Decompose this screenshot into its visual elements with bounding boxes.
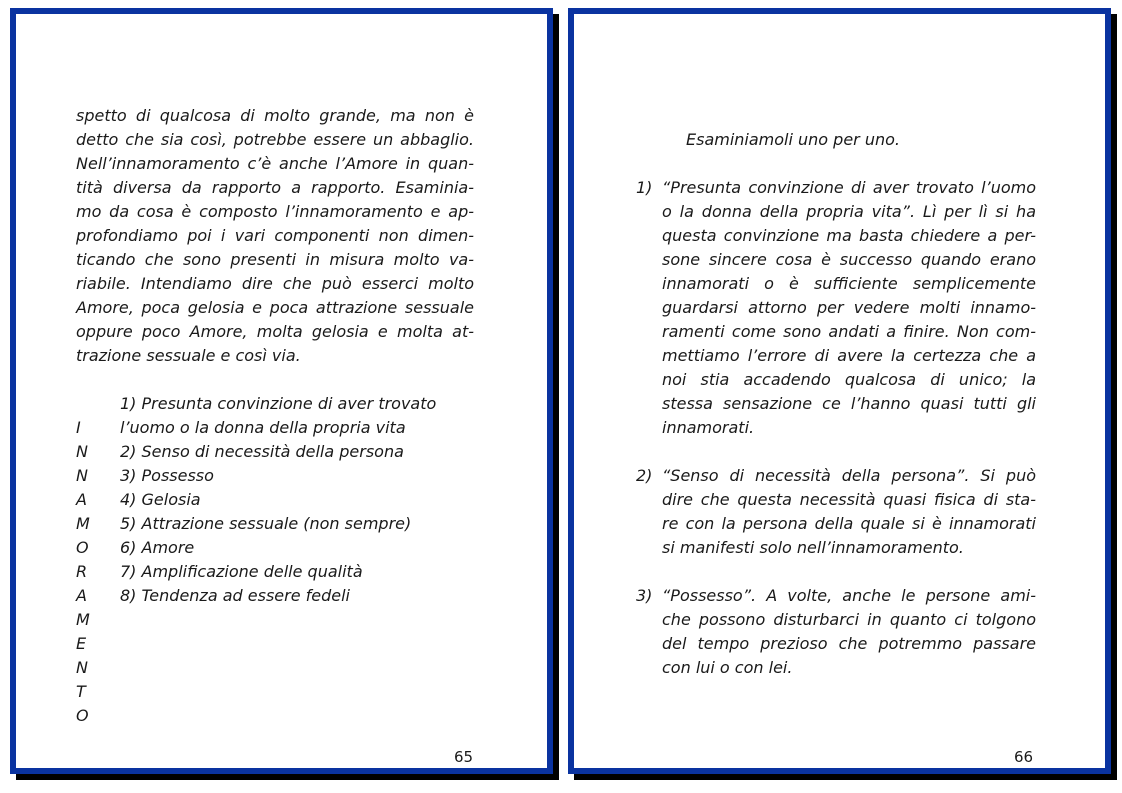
acrostic-letter: N — [76, 442, 88, 461]
item-body — [662, 584, 1036, 680]
acrostic-letter: E — [76, 634, 87, 653]
acrostic-letter: I — [76, 418, 81, 437]
list-item: 5) Attrazione sessuale (non sempre) — [120, 514, 412, 533]
acrostic-letter: O — [76, 538, 89, 557]
item-line: si manifesti solo nell’innamoramento. — [662, 538, 964, 557]
intro-paragraph — [76, 104, 474, 368]
numbered-item-2 — [636, 464, 1036, 560]
paragraph-line: trazione sessuale e così via. — [76, 346, 301, 365]
list-item: 3) Possesso — [120, 466, 214, 485]
item-line: che possono disturbarci in quanto ci tolgono — [662, 610, 1036, 629]
page-65 — [10, 8, 553, 774]
acrostic-letter: O — [76, 706, 89, 725]
item-line: “Presunta convinzione di aver trovato l’uomo — [662, 178, 1036, 197]
list-item: l’uomo o la donna della propria vita — [120, 418, 406, 437]
acrostic-letter: N — [76, 466, 88, 485]
acrostic-letter: R — [76, 562, 88, 581]
acrostic-letter: A — [76, 586, 87, 605]
list-item: 7) Amplificazione delle qualità — [120, 562, 363, 581]
section-intro: Esaminiamoli uno per uno. — [686, 130, 900, 149]
paragraph-line: profondiamo poi i vari componenti non dimen- — [76, 226, 474, 245]
item-line: “Senso di necessità della persona”. Si può — [662, 466, 1036, 485]
item-line: noi stia accadendo qualcosa di unico; la — [662, 370, 1036, 389]
acrostic-letter: M — [76, 514, 90, 533]
list-item: 6) Amore — [120, 538, 195, 557]
paragraph-line: detto che sia così, potrebbe essere un abbaglio. — [76, 130, 474, 149]
item-line: del tempo prezioso che potremmo passare — [662, 634, 1036, 653]
paragraph-line: spetto di qualcosa di molto grande, ma non è — [76, 106, 474, 125]
item-line: questa convinzione ma basta chiedere a per- — [662, 226, 1036, 245]
paragraph-line: riabile. Intendiamo dire che può esserci molto — [76, 274, 474, 293]
item-line: re con la persona della quale si è innamorati — [662, 514, 1036, 533]
page-number: 65 — [454, 748, 474, 766]
list-item: 2) Senso di necessità della persona — [120, 442, 404, 461]
acrostic-letter: M — [76, 610, 90, 629]
item-body — [662, 464, 1036, 560]
paragraph-line: ticando che sono presenti in misura molto va- — [76, 250, 474, 269]
acrostic-letter: T — [76, 682, 86, 701]
item-line: sone sincere cosa è successo quando erano — [662, 250, 1036, 269]
components-list — [120, 392, 480, 608]
acrostic-innamoramento — [76, 416, 96, 728]
paragraph-line: mo da cosa è composto l’innamoramento e ap- — [76, 202, 474, 221]
paragraph-line: tità diversa da rapporto a rapporto. Esaminia- — [76, 178, 474, 197]
numbered-item-3 — [636, 584, 1036, 680]
item-line: stessa sensazione ce l’hanno quasi tutti gli — [662, 394, 1036, 413]
item-number: 2) — [636, 466, 653, 485]
list-item: 1) Presunta convinzione di aver trovato — [120, 394, 437, 413]
item-number: 3) — [636, 586, 653, 605]
item-line: guardarsi attorno per vedere molti innamo- — [662, 298, 1036, 317]
page-number: 66 — [1014, 748, 1034, 766]
item-line: mettiamo l’errore di avere la certezza che a — [662, 346, 1036, 365]
page-66 — [568, 8, 1111, 774]
acrostic-letter: N — [76, 658, 88, 677]
item-line: ramenti come sono andati a finire. Non com- — [662, 322, 1036, 341]
numbered-item-1 — [636, 176, 1036, 440]
paragraph-line: oppure poco Amore, molta gelosia e molta at- — [76, 322, 474, 341]
item-number: 1) — [636, 178, 653, 197]
item-line: o la donna della propria vita”. Lì per lì si ha — [662, 202, 1036, 221]
list-item: 8) Tendenza ad essere fedeli — [120, 586, 350, 605]
item-line: dire che questa necessità quasi fisica di sta- — [662, 490, 1036, 509]
item-line: “Possesso”. A volte, anche le persone ami- — [662, 586, 1036, 605]
list-item: 4) Gelosia — [120, 490, 201, 509]
item-body — [662, 176, 1036, 440]
paragraph-line: Amore, poca gelosia e poca attrazione sessuale — [76, 298, 474, 317]
item-line: innamorati. — [662, 418, 755, 437]
item-line: innamorati o è sufficiente semplicemente — [662, 274, 1036, 293]
item-line: con lui o con lei. — [662, 658, 793, 677]
paragraph-line: Nell’innamoramento c’è anche l’Amore in quan- — [76, 154, 474, 173]
acrostic-letter: A — [76, 490, 87, 509]
